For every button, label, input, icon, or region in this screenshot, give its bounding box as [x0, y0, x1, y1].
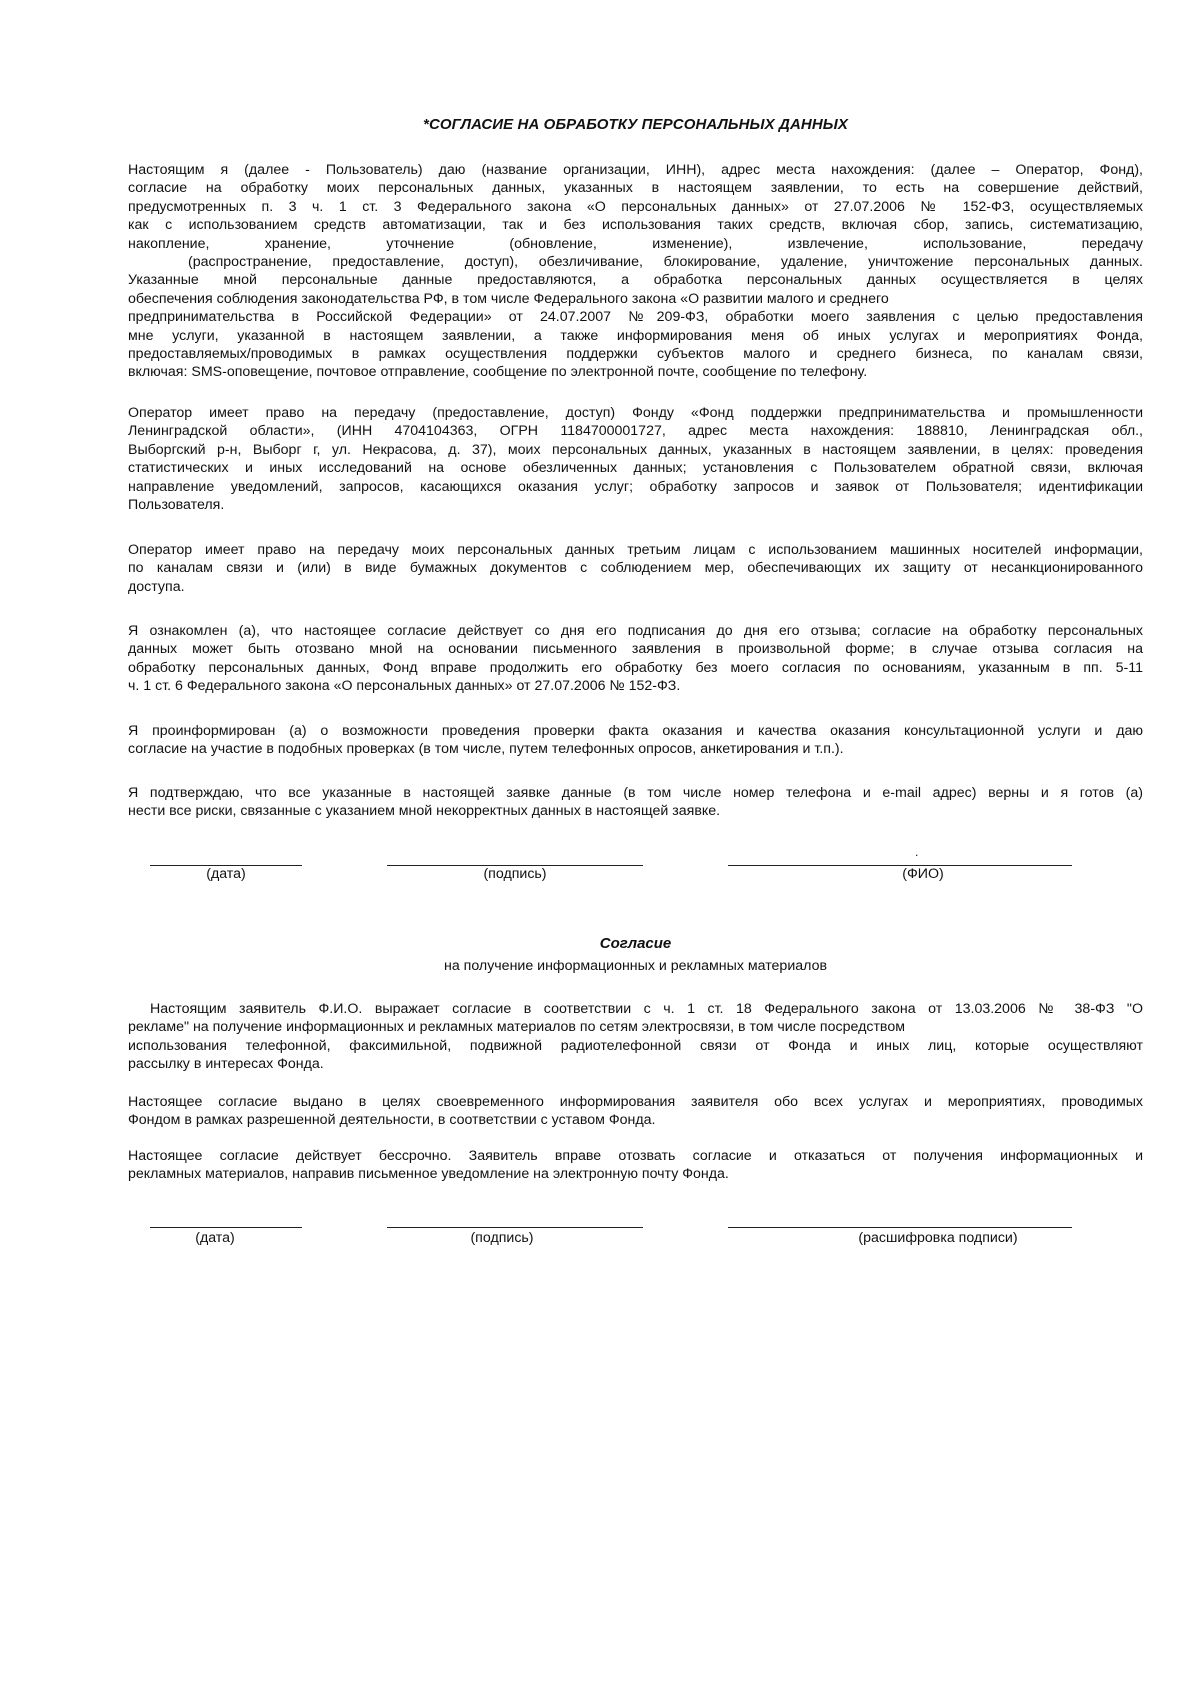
paragraph-line: мне услуги, указанной в настоящем заявлении, а также информирования меня об иных услугах и мероприятиях Фонда,: [128, 327, 1143, 344]
paragraph-line: ч. 1 ст. 6 Федерального закона «О персональных данных» от 27.07.2006 № 152-ФЗ.: [128, 678, 681, 695]
consent-paragraph-5: [128, 722, 1143, 759]
paragraph-line: согласие на участие в подобных проверках (в том числе, путем телефонных опросов, анкетирования и т.п.).: [128, 741, 844, 758]
paragraph-line: согласие на обработку моих персональных данных, указанных в настоящем заявлении, то есть на совершение действий,: [128, 180, 1143, 197]
paragraph-line: Оператор имеет право на передачу (предоставление, доступ) Фонду «Фонд поддержки предпринимательства и промышленности: [128, 405, 1143, 421]
paragraph-line: Я проинформирован (а) о возможности проведения проверки факта оказания и качества оказания консультационной услуги и даю: [128, 723, 1143, 739]
paragraph-line: предоставляемых/проводимых в рамках осуществления поддержки субъектов малого и среднего бизнеса, по каналам связи,: [128, 346, 1143, 363]
paragraph-line: Я подтверждаю, что все указанные в настоящей заявке данные (в том числе номер телефона и e-mail адрес) верны и я готов (а): [128, 785, 1143, 801]
date-signature-line: [150, 1227, 302, 1228]
stray-dot: .: [915, 845, 919, 859]
paragraph-line: Пользователя.: [128, 497, 225, 514]
paragraph-line: Настоящим я (далее - Пользователь) даю (название организации, ИНН), адрес места нахождения: (далее – Оператор, Фонд),: [128, 162, 1143, 178]
advertising-paragraph-3: [128, 1147, 1143, 1184]
paragraph-line: Настоящим заявитель Ф.И.О. выражает согласие в соответствии с ч. 1 ст. 18 Федерального закона от 13.03.2006 № 38-ФЗ "О: [150, 1001, 1143, 1017]
paragraph-line: обеспечения соблюдения законодательства РФ, в том числе Федерального закона «О развитии малого и среднего: [128, 290, 889, 307]
paragraph-line: Настоящее согласие выдано в целях своевременного информирования заявителя обо всех услугах и мероприятиях, проводимых: [128, 1094, 1143, 1110]
signature-line: [387, 1227, 643, 1228]
consent-paragraph-6: [128, 784, 1143, 821]
paragraph-line: предусмотренных п. 3 ч. 1 ст. 3 Федерального закона «О персональных данных» от 27.07.2006 № 152-ФЗ, осуществляемых: [128, 198, 1143, 215]
paragraph-line: Ленинградской области», (ИНН 4704104363, ОГРН 1184700001727, адрес места нахождения: 188810, Ленинградская обл.,: [128, 423, 1143, 440]
consent-title: *СОГЛАСИЕ НА ОБРАБОТКУ ПЕРСОНАЛЬНЫХ ДАННЫХ: [423, 116, 848, 133]
advertising-paragraph-1: [128, 1000, 1143, 1074]
advertising-consent-title: Согласие: [599, 935, 672, 952]
paragraph-line: использования телефонной, факсимильной, подвижной радиотелефонной связи от Фонда и иных лиц, которые осуществляют: [128, 1037, 1143, 1054]
paragraph-line: статистических и иных исследований на основе обезличенных данных; установления с Пользователем обратной связи, включая: [128, 460, 1143, 477]
paragraph-line: доступа.: [128, 578, 185, 595]
signature-label: (подпись): [470, 1230, 534, 1246]
paragraph-line: включая: SMS-оповещение, почтовое отправление, сообщение по электронной почте, сообщение по телефону.: [128, 364, 868, 381]
paragraph-line: обработку персональных данных, Фонд вправе продолжить его обработку без моего согласия по основаниям, указанным в пп. 5-11: [128, 659, 1143, 676]
consent-paragraph-3: [128, 541, 1143, 596]
name-signature-line: [728, 1227, 1072, 1228]
paragraph-line: Настоящее согласие действует бессрочно. Заявитель вправе отозвать согласие и отказаться от получения информационных и: [128, 1148, 1143, 1164]
paragraph-line: как с использованием средств автоматизации, так и без использования таких средств, включая сбор, запись, систематизацию,: [128, 217, 1143, 234]
consent-paragraph-1: [128, 161, 1143, 382]
paragraph-line: по каналам связи и (или) в виде бумажных документов с соблюдением мер, обеспечивающих их защиту от несанкционированного: [128, 560, 1143, 577]
advertising-consent-subtitle: на получение информационных и рекламных материалов: [443, 958, 827, 974]
paragraph-line: Фондом в рамках разрешенной деятельности, в соответствии с уставом Фонда.: [128, 1112, 656, 1129]
full-name-label: (ФИО): [902, 866, 944, 882]
paragraph-line: Я ознакомлен (а), что настоящее согласие действует со дня его подписания до дня его отзыва; согласие на обработку персональных: [128, 623, 1143, 639]
paragraph-line: накопление, хранение, уточнение (обновление, изменение), извлечение, использование, передачу: [128, 235, 1143, 252]
paragraph-line: данных может быть отозвано мной на основании письменного заявления в произвольной форме; в случае отзыва согласия на: [128, 641, 1143, 658]
paragraph-line: Выборгский р-н, Выборг г, ул. Некрасова, д. 37), моих персональных данных, указанных в настоящем заявлении, в целях: проведения: [128, 441, 1143, 458]
paragraph-line: (распространение, предоставление, доступ), обезличивание, блокирование, удаление, уничтожение персональных данных.: [188, 254, 1143, 271]
paragraph-line: Указанные мной персональные данные предоставляются, а обработка персональных данных осуществляется в целях: [128, 272, 1143, 289]
paragraph-line: рассылку в интересах Фонда.: [128, 1056, 324, 1073]
signature-label: (подпись): [483, 866, 547, 882]
consent-paragraph-2: [128, 404, 1143, 514]
signature-transcript-label: (расшифровка подписи): [858, 1230, 1018, 1246]
paragraph-line: Оператор имеет право на передачу моих персональных данных третьим лицам с использованием машинных носителей информации,: [128, 542, 1143, 558]
paragraph-line: рекламных материалов, направив письменное уведомление на электронную почту Фонда.: [128, 1166, 729, 1183]
paragraph-line: направление уведомлений, запросов, касающихся оказания услуг; обработку запросов и заявок от Пользователя; идентификации: [128, 478, 1143, 495]
date-label: (дата): [195, 1230, 235, 1246]
paragraph-line: рекламе" на получение информационных и рекламных материалов по сетям электросвязи, в том числе посредством: [128, 1019, 905, 1036]
paragraph-line: нести все риски, связанные с указанием мной некорректных данных в настоящей заявке.: [128, 803, 721, 820]
paragraph-line: предпринимательства в Российской Федерации» от 24.07.2007 №209-ФЗ, обработки моего заявления с целью предоставления: [128, 309, 1143, 326]
advertising-paragraph-2: [128, 1093, 1143, 1130]
date-label: (дата): [206, 866, 246, 882]
consent-paragraph-4: [128, 622, 1143, 696]
